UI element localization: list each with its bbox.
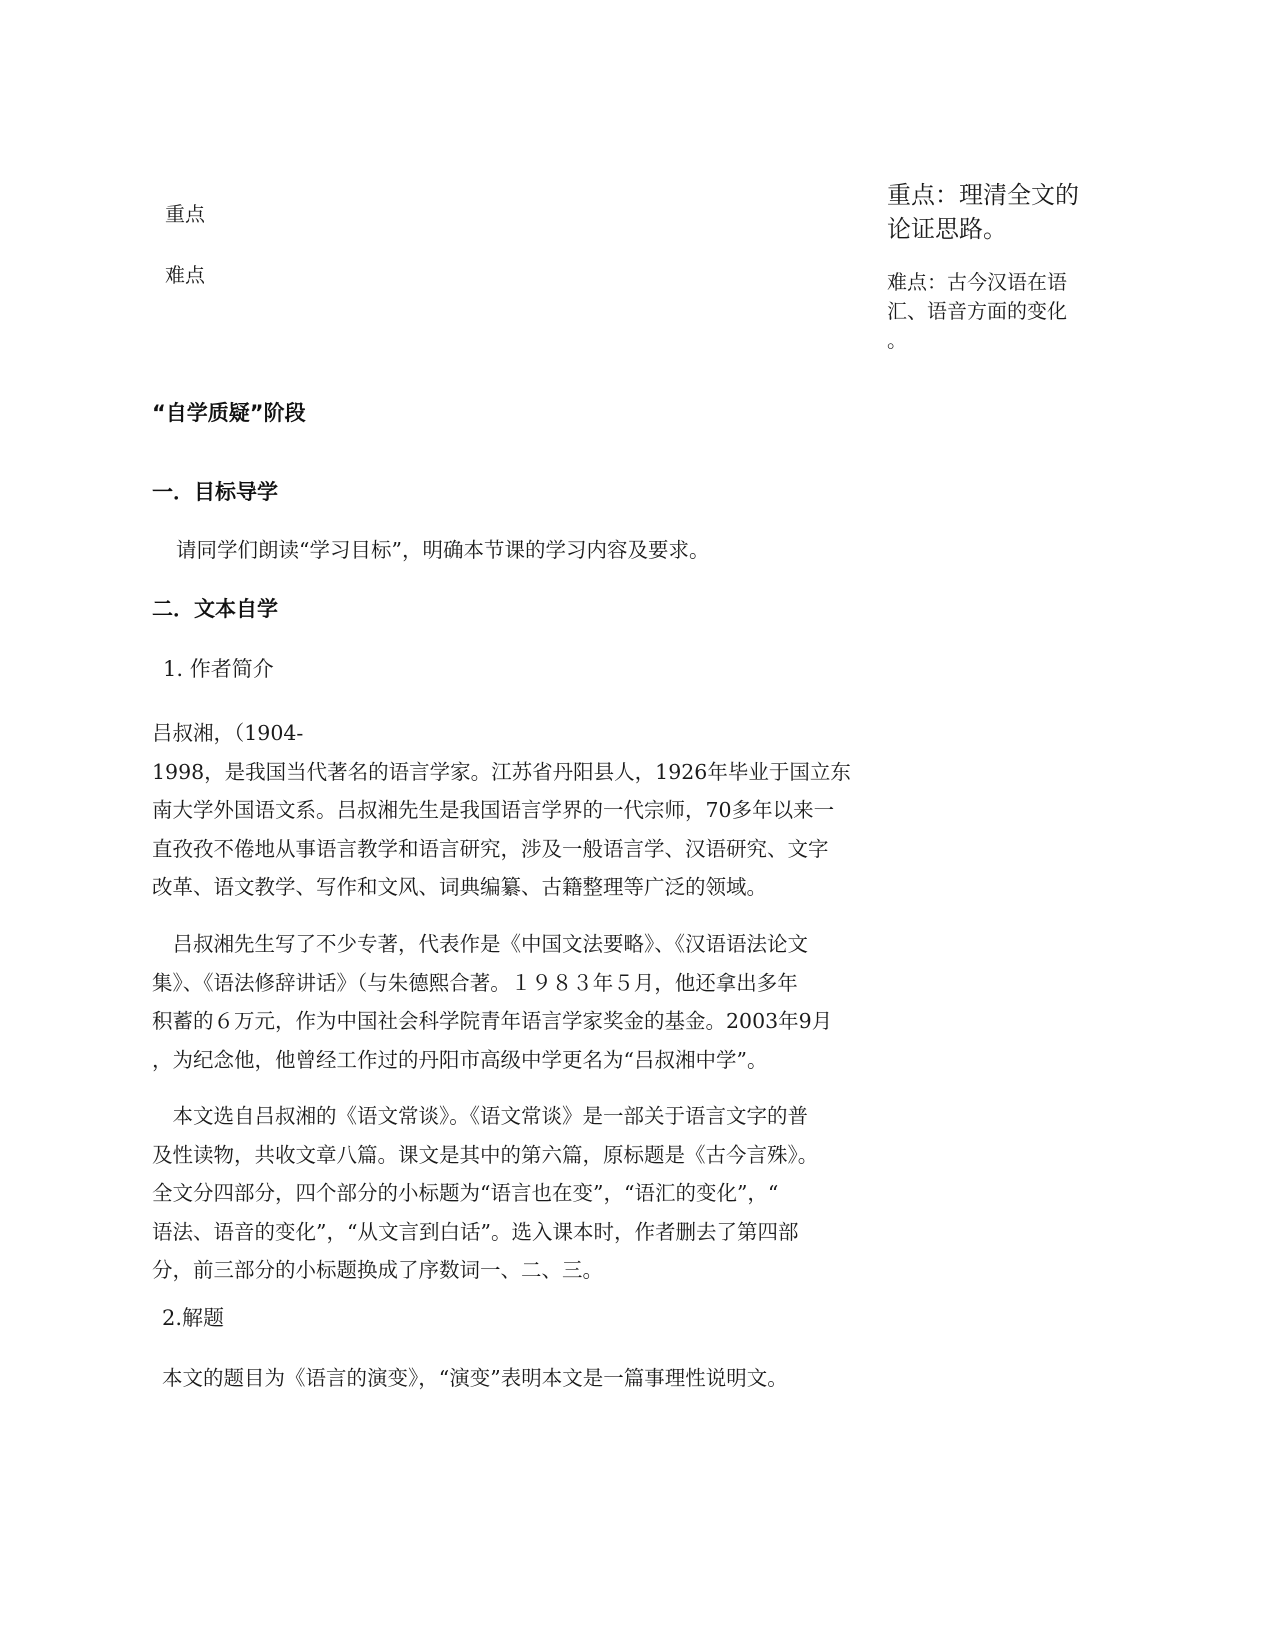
difficulty-line-2: 汇、语音方面的变化 xyxy=(887,299,1067,323)
bio-line: 吕叔湘，（1904- xyxy=(152,721,304,745)
works-line: 集》、《语法修辞讲话》（与朱德熙合著。１９８３年５月，他还拿出多年 xyxy=(152,970,798,995)
key-point-text xyxy=(887,178,1097,246)
source-line: 及性读物，共收文章八篇。课文是其中的第六篇，原标题是《古今言殊》。 xyxy=(152,1142,819,1167)
section-1-body: 请同学们朗读“学习目标”，明确本节课的学习内容及要求。 xyxy=(176,538,710,562)
bio-line: 直孜孜不倦地从事语言教学和语言研究，涉及一般语言学、汉语研究、文字 xyxy=(152,836,829,861)
title-explanation-heading: 2.解题 xyxy=(162,1306,225,1330)
works-line: ，为纪念他，他曾经工作过的丹阳市高级中学更名为“吕叔湘中学”。 xyxy=(152,1047,768,1072)
key-point-label: 重点 xyxy=(165,202,205,226)
source-line: 本文选自吕叔湘的《语文常谈》。《语文常谈》是一部关于语言文字的普 xyxy=(152,1104,808,1128)
bio-line: 改革、语文教学、写作和文风、词典编纂、古籍整理等广泛的领域。 xyxy=(152,875,767,899)
bio-line: 1998，是我国当代著名的语言学家。江苏省丹阳县人，1926年毕业于国立东 xyxy=(152,759,851,784)
difficulty-line-3: 。 xyxy=(887,328,907,352)
key-point-line-2: 论证思路。 xyxy=(887,215,1007,243)
source-line: 全文分四部分，四个部分的小标题为“语言也在变”，“语汇的变化”，“ xyxy=(152,1181,779,1205)
difficulty-label: 难点 xyxy=(165,263,205,287)
title-explanation-body: 本文的题目为《语言的演变》，“演变”表明本文是一篇事理性说明文。 xyxy=(162,1366,788,1390)
source-line: 分，前三部分的小标题换成了序数词一、二、三。 xyxy=(152,1258,603,1282)
section-1-title: 一．目标导学 xyxy=(152,480,278,504)
works-line: 积蓄的６万元，作为中国社会科学院青年语言学家奖金的基金。2003年9月 xyxy=(152,1009,833,1033)
difficulty-line-1: 难点：古今汉语在语 xyxy=(887,270,1067,294)
text-source-paragraph xyxy=(152,1097,882,1290)
author-works-paragraph xyxy=(152,925,882,1079)
key-point-line-1: 重点：理清全文的 xyxy=(887,181,1079,209)
author-bio-paragraph xyxy=(152,714,882,907)
author-intro-title: 1. 作者简介 xyxy=(163,657,274,681)
works-line: 吕叔湘先生写了不少专著，代表作是《中国文法要略》、《汉语语法论文 xyxy=(152,932,808,956)
difficulty-text xyxy=(887,268,1097,355)
source-line: 语法、语音的变化”，“从文言到白话”。选入课本时，作者删去了第四部 xyxy=(152,1219,799,1244)
stage-title: “自学质疑”阶段 xyxy=(152,401,306,425)
bio-line: 南大学外国语文系。吕叔湘先生是我国语言学界的一代宗师，70多年以来一 xyxy=(152,798,835,822)
section-2-title: 二．文本自学 xyxy=(152,597,278,621)
